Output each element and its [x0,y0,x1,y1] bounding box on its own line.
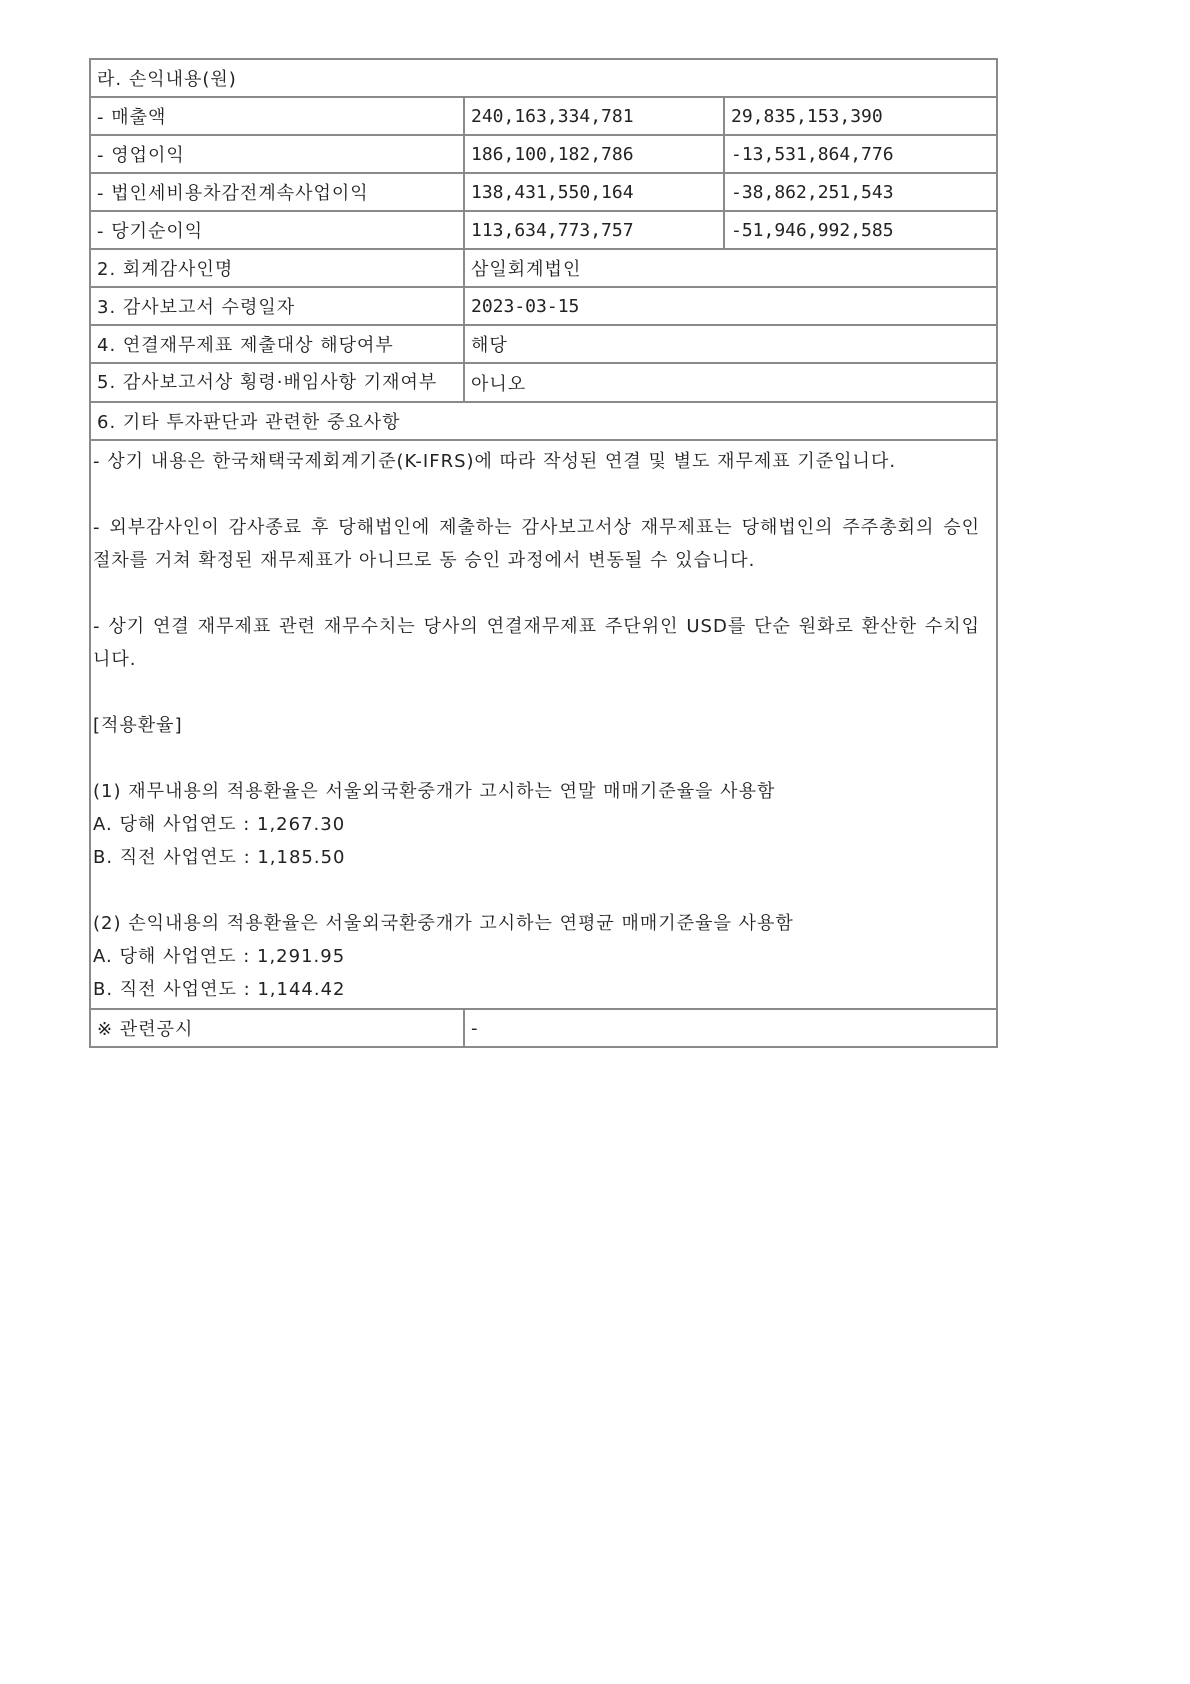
rate1-previous: B. 직전 사업연도 : 1,185.50 [93,847,346,868]
notes-row [90,440,997,1009]
note-usd-conversion: - 상기 연결 재무제표 관련 재무수치는 당사의 연결재무제표 주단위인 USD를 단순 원화로 환산한 수치입니다. [93,616,981,670]
table-row [90,173,997,211]
table-row [90,363,997,402]
section-d-heading-row [90,59,997,97]
revenue-current: 240,163,334,781 [464,97,724,135]
revenue-label: - 매출액 [90,97,464,135]
table-row [90,97,997,135]
table-row [90,135,997,173]
embezzlement-label: 5. 감사보고서상 횡령·배임사항 기재여부 [90,363,464,402]
note-audit-approval: - 외부감사인이 감사종료 후 당해법인에 제출하는 감사보고서상 재무제표는 당해법인의 주주총회의 승인 절차를 거쳐 확정된 재무제표가 아니므로 동 승인 과정에서 변동될 수 있습니다. [93,517,981,571]
notes-cell [90,440,997,1009]
net-income-label: - 당기순이익 [90,211,464,249]
consolidated-value: 해당 [464,325,997,363]
section-6-heading-row [90,402,997,440]
pretax-income-label: - 법인세비용차감전계속사업이익 [90,173,464,211]
operating-income-label: - 영업이익 [90,135,464,173]
net-income-previous: -51,946,992,585 [724,211,997,249]
pretax-income-previous: -38,862,251,543 [724,173,997,211]
auditor-label: 2. 회계감사인명 [90,249,464,287]
rate2-previous: B. 직전 사업연도 : 1,144.42 [93,979,346,1000]
operating-income-current: 186,100,182,786 [464,135,724,173]
section-d-heading: 라. 손익내용(원) [90,59,997,97]
table-row [90,249,997,287]
table-row [90,1009,997,1047]
embezzlement-value: 아니오 [464,363,997,402]
rate1-current: A. 당해 사업연도 : 1,267.30 [93,814,346,835]
receipt-date-label: 3. 감사보고서 수령일자 [90,287,464,325]
section-6-heading: 6. 기타 투자판단과 관련한 중요사항 [90,402,997,440]
operating-income-previous: -13,531,864,776 [724,135,997,173]
revenue-previous: 29,835,153,390 [724,97,997,135]
rate1-title: (1) 재무내용의 적용환율은 서울외국환중개가 고시하는 연말 매매기준율을 사용함 [93,781,776,802]
table-row [90,325,997,363]
auditor-value: 삼일회계법인 [464,249,997,287]
table-row [90,211,997,249]
receipt-date-value: 2023-03-15 [464,287,997,325]
rate2-title: (2) 손익내용의 적용환율은 서울외국환중개가 고시하는 연평균 매매기준율을 사용함 [93,913,794,934]
related-disclosure-value: - [464,1009,997,1047]
consolidated-label: 4. 연결재무제표 제출대상 해당여부 [90,325,464,363]
rate2-current: A. 당해 사업연도 : 1,291.95 [93,946,346,967]
disclosure-table [89,58,998,1048]
net-income-current: 113,634,773,757 [464,211,724,249]
table-row [90,287,997,325]
related-disclosure-label: ※ 관련공시 [90,1009,464,1047]
note-kifrs: - 상기 내용은 한국채택국제회계기준(K-IFRS)에 따라 작성된 연결 및 별도 재무제표 기준입니다. [93,451,897,472]
rate-heading: [적용환율] [93,715,183,736]
pretax-income-current: 138,431,550,164 [464,173,724,211]
